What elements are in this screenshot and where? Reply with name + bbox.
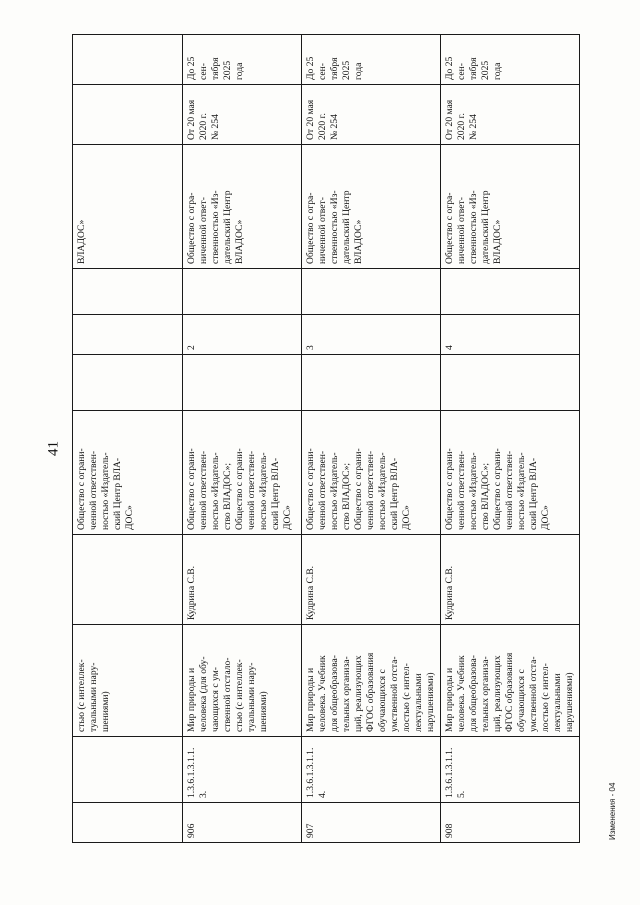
textbook-title-cell: Мир природы и человека. Учебник для общеобразова- тельных организа- ций, реализующих ФГОС образования обучающихся с умственной отста- лостью (с интел- лектуальными нарушениями) — [302, 625, 441, 737]
grade-cell: 4 — [441, 315, 580, 355]
empty-cell — [183, 355, 302, 411]
rights-holder-cell: Общество с огра- ниченной ответ- ственностью «Из- дательский Центр ВЛАДОС» — [183, 145, 302, 269]
empty-cell — [73, 269, 183, 315]
empty-cell — [73, 355, 183, 411]
rotated-page-table-container — [72, 35, 575, 843]
publisher-cell: Общество с ограни- ченной ответствен- ностью «Издатель- ство ВЛАДОС»; Общество с ограни- ченной ответствен- ностью «Издатель- ский Центр ВЛА- ДОС» — [302, 411, 441, 535]
row-number-cell — [73, 803, 183, 843]
empty-cell — [302, 355, 441, 411]
publisher-cell: Общество с ограни- ченной ответствен- ностью «Издатель- ский Центр ВЛА- ДОС» — [73, 411, 183, 535]
order-cell: От 20 мая 2020 г. № 254 — [183, 85, 302, 145]
textbook-code-cell — [73, 737, 183, 803]
rights-holder-cell: Общество с огра- ниченной ответ- ственностью «Из- дательский Центр ВЛАДОС» — [441, 145, 580, 269]
valid-until-cell: До 25 сен- тября 2025 года — [302, 35, 441, 85]
author-cell — [73, 535, 183, 625]
order-cell — [73, 85, 183, 145]
table-row — [302, 35, 441, 843]
footer-note: Изменения - 04 — [608, 782, 617, 840]
textbook-code-cell: 1.3.6.1.3.1.1. 5. — [441, 737, 580, 803]
page-number: 41 — [45, 441, 62, 456]
grade-cell: 3 — [302, 315, 441, 355]
valid-until-cell: До 25 сен- тября 2025 года — [183, 35, 302, 85]
rights-holder-cell: ВЛАДОС» — [73, 145, 183, 269]
publisher-cell: Общество с ограни- ченной ответствен- ностью «Издатель- ство ВЛАДОС»; Общество с ограни- ченной ответствен- ностью «Издатель- ский Центр ВЛА- ДОС» — [183, 411, 302, 535]
grade-cell — [73, 315, 183, 355]
empty-cell — [183, 269, 302, 315]
rights-holder-cell: Общество с огра- ниченной ответ- ственностью «Из- дательский Центр ВЛАДОС» — [302, 145, 441, 269]
publisher-cell: Общество с ограни- ченной ответствен- ностью «Издатель- ство ВЛАДОС»; Общество с ограни- ченной ответствен- ностью «Издатель- ский Центр ВЛА- ДОС» — [441, 411, 580, 535]
empty-cell — [302, 269, 441, 315]
order-cell: От 20 мая 2020 г. № 254 — [302, 85, 441, 145]
table-body — [73, 35, 580, 843]
order-cell: От 20 мая 2020 г. № 254 — [441, 85, 580, 145]
grade-cell: 2 — [183, 315, 302, 355]
valid-until-cell — [73, 35, 183, 85]
table-row — [183, 35, 302, 843]
textbook-code-cell: 1.3.6.1.3.1.1. 4. — [302, 737, 441, 803]
row-number-cell: 907 — [302, 803, 441, 843]
author-cell: Кудрина С.В. — [441, 535, 580, 625]
textbook-title-cell: стью (с интеллек- туальными нару- шениями) — [73, 625, 183, 737]
textbook-title-cell: Мир природы и человека. Учебник для общеобразова- тельных организа- ций, реализующих ФГОС образования обучающихся с умственной отста- лостью (с интел- лектуальными нарушениями) — [441, 625, 580, 737]
row-number-cell: 908 — [441, 803, 580, 843]
empty-cell — [441, 269, 580, 315]
author-cell: Кудрина С.В. — [302, 535, 441, 625]
valid-until-cell: До 25 сен- тября 2025 года — [441, 35, 580, 85]
author-cell: Кудрина С.В. — [183, 535, 302, 625]
textbook-list-table — [72, 34, 580, 843]
empty-cell — [441, 355, 580, 411]
textbook-title-cell: Мир природы и человека (для обу- чающихся с ум- ственной отстало- стью (с интеллек- туальными нару- шениями) — [183, 625, 302, 737]
table-row — [73, 35, 183, 843]
row-number-cell: 906 — [183, 803, 302, 843]
textbook-code-cell: 1.3.6.1.3.1.1. 3. — [183, 737, 302, 803]
table-row — [441, 35, 580, 843]
